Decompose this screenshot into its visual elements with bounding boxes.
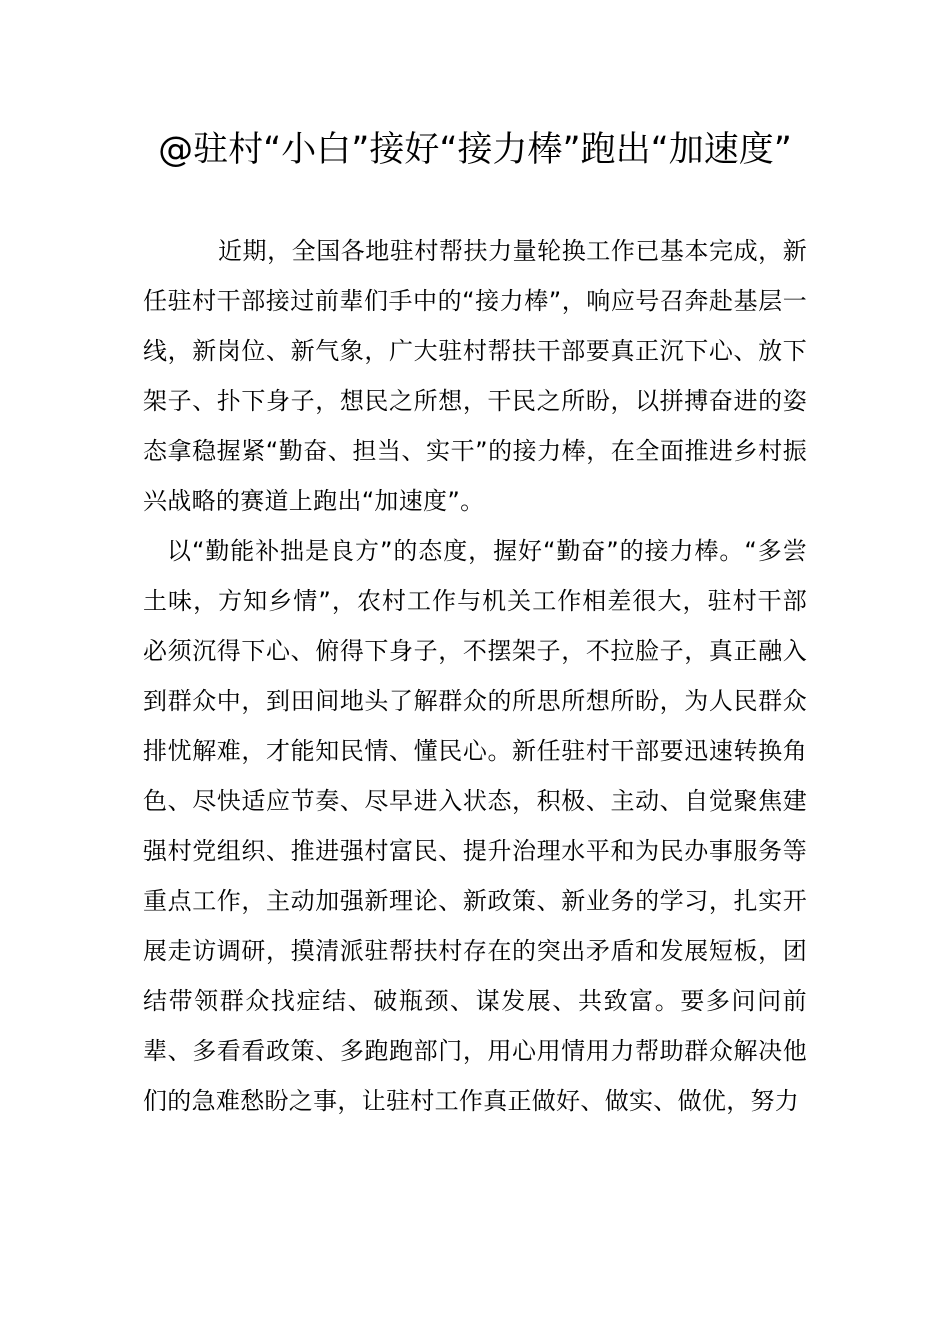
document-body (143, 226, 807, 1126)
paragraph-intro: 近期，全国各地驻村帮扶力量轮换工作已基本完成，新任驻村干部接过前辈们手中的“接力棒”，响应号召奔赴基层一线，新岗位、新气象，广大驻村帮扶干部要真正沉下心、放下架子、扑下身子，想民之所想，干民之所盼，以拼搏奋进的姿态拿稳握紧“勤奋、担当、实干”的接力棒，在全面推进乡村振兴战略的赛道上跑出“加速度”。 (143, 237, 807, 515)
paragraph-diligence: 以“勤能补拙是良方”的态度，握好“勤奋”的接力棒。“多尝土味，方知乡情”，农村工作与机关工作相差很大，驻村干部必须沉得下心、俯得下身子，不摆架子，不拉脸子，真正融入到群众中，到田间地头了解群众的所思所想所盼，为人民群众排忧解难，才能知民情、懂民心。新任驻村干部要迅速转换角色、尽快适应节奏、尽早进入状态，积极、主动、自觉聚焦建强村党组织、推进强村富民、提升治理水平和为民办事服务等重点工作，主动加强新理论、新政策、新业务的学习，扎实开展走访调研，摸清派驻帮扶村存在的突出矛盾和发展短板，团结带领群众找症结、破瓶颈、谋发展、共致富。要多问问前辈、多看看政策、多跑跑部门，用心用情用力帮助群众解决他们的急难愁盼之事，让驻村工作真正做好、做实、做优，努力 (143, 537, 807, 1115)
document-title: @驻村“小白”接好“接力棒”跑出“加速度” (158, 130, 792, 170)
